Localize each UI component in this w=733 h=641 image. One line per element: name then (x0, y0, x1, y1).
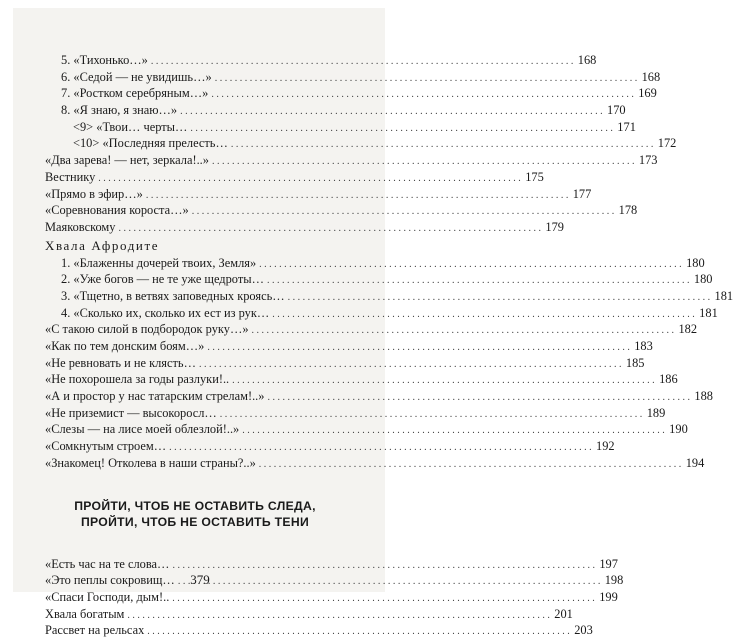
toc-entry (45, 455, 705, 472)
toc-entry (45, 119, 636, 136)
toc-entry-title: «Не приземист — высокоросл… (45, 405, 217, 420)
dot-leader (147, 622, 570, 641)
toc-entry-page: 168 (577, 53, 597, 67)
toc-entry-page: 192 (596, 439, 615, 454)
toc-entry-title: «А и простор у нас татарским стрелам!..» (45, 389, 265, 404)
toc-entry-title: «Слезы — на лисе моей облезлой!..» (45, 422, 240, 437)
toc-group-c (45, 556, 624, 639)
toc-entry (45, 169, 544, 186)
toc-entry (45, 388, 713, 405)
toc-entry-page: 179 (545, 219, 564, 234)
toc-entry-title: 8. «Я знаю, я знаю…» (61, 103, 178, 118)
toc-entry-page: 198 (604, 573, 624, 588)
toc-entry (45, 371, 678, 388)
toc-entry-title: «Сомкнутым строем… (45, 439, 167, 454)
toc-entry-title: «Прямо в эфир…» (45, 186, 143, 201)
toc-entry-page: 186 (659, 372, 678, 387)
toc-entry-title: «Не ревновать и не клясть… (45, 355, 196, 370)
toc-entry (45, 255, 705, 272)
toc-entry-page: 203 (574, 623, 593, 638)
toc-entry-page: 190 (669, 422, 688, 437)
toc-entry-title: «Как по тем донским боям…» (45, 339, 205, 353)
toc-entry-page: 201 (554, 606, 573, 621)
toc-entry-title: 2. «Уже богов — не те уже щедроты… (61, 272, 264, 287)
toc-entry-page: 188 (694, 389, 713, 404)
toc-entry-title: Хвала богатым (45, 606, 125, 621)
toc-entry-title: Вестнику (45, 169, 96, 184)
toc-entry (45, 438, 615, 455)
page-number: 379 (190, 572, 210, 587)
toc-entry-title: «Есть час на те слова… (45, 556, 170, 571)
dot-leader (118, 219, 541, 238)
toc-group-a (45, 52, 677, 236)
toc-entry (45, 338, 653, 355)
toc-entry-title: «Спаси Господи, дым!.. (45, 589, 170, 604)
toc-entry-page: 185 (625, 355, 645, 370)
chapter-heading (45, 498, 345, 530)
toc-entry-title: 3. «Тщетно, в ветвях заповедных кроясь… (61, 288, 285, 303)
toc-entry (45, 69, 661, 86)
toc-entry-page: 169 (638, 86, 657, 101)
toc-entry-page: 175 (525, 169, 544, 184)
toc-entry (45, 202, 638, 219)
toc-entry-page: 181 (714, 288, 733, 303)
table-of-contents (45, 52, 733, 639)
toc-entry (45, 606, 573, 623)
toc-entry-title: «Это пеплы сокровищ… (45, 573, 175, 588)
toc-entry-page: 173 (638, 153, 658, 168)
toc-entry (45, 556, 618, 573)
toc-entry-title: 7. «Ростком серебряным…» (61, 86, 209, 101)
toc-entry-page: 170 (607, 103, 626, 118)
toc-entry (45, 305, 718, 322)
toc-entry-page: 172 (657, 136, 677, 151)
toc-entry (45, 271, 713, 288)
toc-entry (45, 288, 733, 305)
section-title: Хвала Афродите (45, 237, 160, 253)
toc-entry (45, 85, 657, 102)
toc-entry-title: 1. «Блаженны дочерей твоих, Земля» (61, 255, 257, 270)
toc-entry-title: <10> «Последняя прелесть… (73, 136, 228, 151)
toc-entry-title: «Соревнования короста…» (45, 203, 189, 218)
dot-leader (259, 455, 682, 474)
toc-entry-title: Рассвет на рельсах (45, 623, 145, 638)
toc-entry (45, 622, 593, 639)
toc-entry-title: «Знакомец! Отколева в наши страны?..» (45, 455, 256, 470)
toc-entry-page: 180 (693, 272, 713, 287)
chapter-heading-line-1: ПРОЙТИ, ЧТОБ НЕ ОСТАВИТЬ СЛЕДА, (74, 498, 316, 513)
toc-entry-page: 180 (686, 255, 705, 270)
toc-entry-page: 197 (599, 556, 618, 571)
toc-entry-title: «Не похорошела за годы разлуки!.. (45, 372, 230, 387)
toc-group-b (45, 255, 733, 472)
toc-entry-page: 189 (646, 405, 666, 420)
toc-entry (45, 186, 592, 203)
toc-entry (45, 589, 618, 606)
toc-entry-page: 199 (599, 589, 618, 604)
toc-entry (45, 152, 658, 169)
toc-entry-page: 183 (634, 339, 653, 353)
toc-entry-title: <9> «Твои… черты… (73, 119, 188, 134)
toc-entry-title: 5. «Тихонько…» (61, 53, 148, 67)
toc-entry-page: 168 (641, 69, 661, 84)
toc-entry-page: 194 (685, 455, 705, 470)
toc-entry (45, 405, 666, 422)
toc-entry (45, 219, 564, 236)
toc-entry (45, 421, 688, 438)
chapter-heading-line-2: ПРОЙТИ, ЧТОБ НЕ ОСТАВИТЬ ТЕНИ (80, 514, 310, 529)
toc-entry-title: 4. «Сколько их, сколько их ест из рук… (61, 305, 270, 320)
toc-entry (45, 52, 597, 69)
toc-entry (45, 102, 626, 119)
toc-entry-title: Маяковскому (45, 219, 116, 234)
toc-entry-page: 177 (572, 186, 592, 201)
toc-entry-page: 178 (618, 203, 638, 218)
toc-entry (45, 355, 645, 372)
toc-entry-title: 6. «Седой — не увидишь…» (61, 69, 212, 84)
toc-entry-title: «Два зарева! — нет, зеркала!..» (45, 153, 209, 168)
toc-entry-title: «С такою силой в подбородок руку…» (45, 322, 249, 337)
toc-entry (45, 321, 698, 338)
toc-entry-page: 181 (699, 305, 718, 320)
toc-entry-page: 182 (678, 322, 698, 337)
toc-entry-page: 171 (617, 119, 636, 134)
toc-entry (45, 135, 677, 152)
